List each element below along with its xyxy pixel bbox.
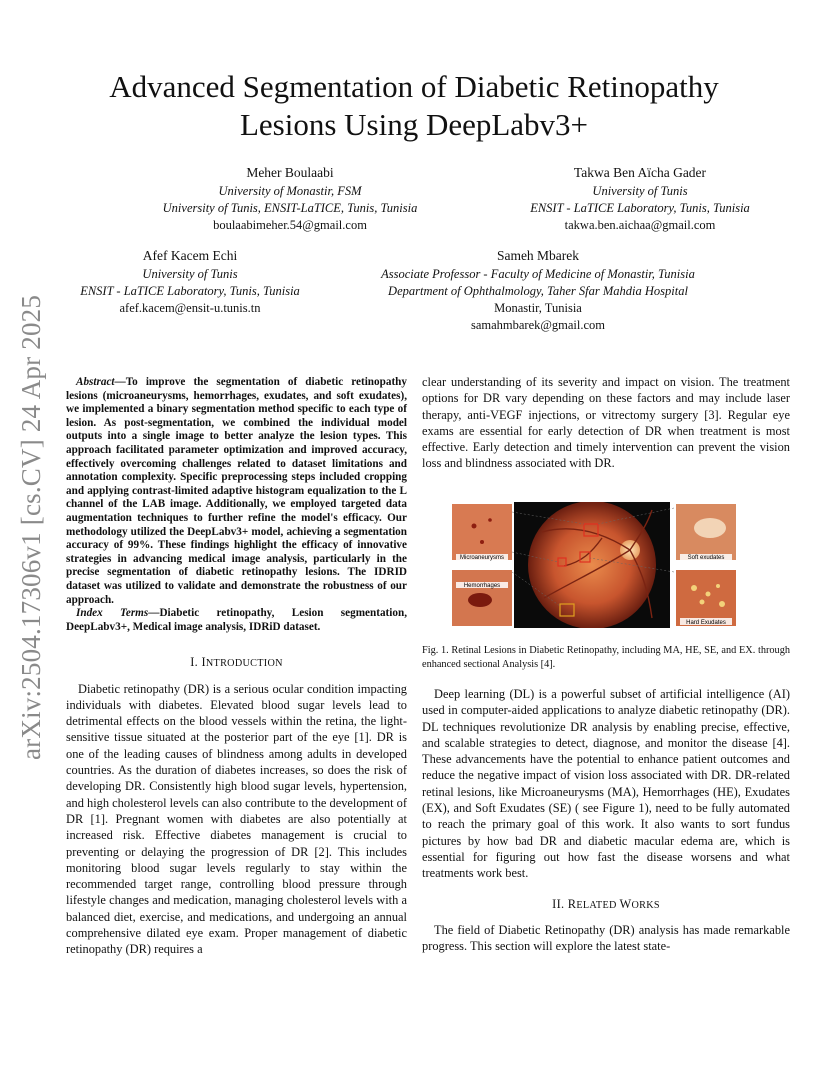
section-heading-related-works: II. RELATED WORKS [552,896,660,911]
intro-paragraph-2: Deep learning (DL) is a powerful subset of artificial intelligence (AI) used in computer-aided applications to analyze diabetic retinopathy (DR). DL techniques revolutionize DR analysis by enabling precise, effective, and scalable strategies to detect, diagnose, and monitor the disease [4]. These advancements have the potential to enhance patient outcomes and reduce the negative impact of vision loss associated with DR. DR-related retinal lesions, like Microaneurysms (MA), Hemorrhages (HE), Exudates (EX), and Soft Exudates (SE) ( see Figure 1), need to be fully automated to reach the primary goal of this work. It also wants to sort fundus pictures by how bad DR and diabetic macular edema are, which is essential for figuring out how fast the disease worsens and what treatments work best. [422,687,790,881]
figure-caption: Fig. 1. Retinal Lesions in Diabetic Retinopathy, including MA, HE, SE, and EX. through enhanced sectional Analysis [4]. [422,645,790,670]
label-hard-exudates: Hard Exudates [686,620,726,626]
author-affiliation: Department of Ophthalmology, Taher Sfar Mahdia Hospital [388,284,688,298]
index-terms-lead: Index Terms [76,607,149,620]
author-name: Afef Kacem Echi [142,248,238,263]
intro-paragraph-1: Diabetic retinopathy (DR) is a serious ocular condition impacting individuals with diabetes. Elevated blood sugar levels lead to detrimental effects on the blood vessels within the retina, the light-sensitive tissue situated at the posterior part of the eye [1]. DR is one of the leading causes of blindness among adults in developed countries. As the duration of diabetes increases, so does the risk of developing DR. Consistently high blood sugar levels, hypertension, and high cholesterol levels can also contribute to the development of DR [1]. Pregnant women with diabetes are also potentially at increased risk. Effective diabetes management is crucial to preventing or delaying the progression of DR [2]. This includes monitoring blood sugar levels regularly to stay within the recommended target range, controlling blood pressure through lifestyle changes and medication, managing cholesterol levels with a balanced diet, exercise, and medications, and undergoing an annual comprehensive dilated eye exam. Proper management of diabetic retinopathy (DR) requires a [66,681,407,957]
author-block-4 [352,246,724,334]
left-column [66,376,407,958]
inset-microaneurysms [452,504,512,560]
author-affiliation: ENSIT - LaTICE Laboratory, Tunis, Tunisia [80,284,300,298]
related-works-paragraph-1: The field of Diabetic Retinopathy (DR) analysis has made remarkable progress. This section will explore the latest state- [422,922,790,954]
author-name: Sameh Mbarek [496,248,580,263]
author-block-1 [140,163,440,234]
inset-hard-exudates [676,570,736,626]
abstract-lead: Abstract [76,376,115,388]
author-affiliation: Associate Professor - Faculty of Medicine of Monastir, Tunisia [381,267,695,281]
author-email: takwa.ben.aichaa@gmail.com [564,218,716,232]
author-affiliation: University of Tunis [592,184,688,198]
intro-paragraph-1-cont: clear understanding of its severity and impact on vision. The treatment options for DR vary depending on these factors and may include laser therapy, anti-VEGF injections, or vitrectomy surgery [3]. Regular eye exams are essential for early detection of DR when treatment is most effective. Early detection and timely intervention can prevent the vision loss and blindness associated with DR. [422,375,790,471]
author-email: afef.kacem@ensit-u.tunis.tn [119,301,261,315]
index-terms-text: —Diabetic retinopathy, Lesion segmentation, DeepLabv3+, Medical image analysis, IDRiD dataset. [66,607,407,633]
author-location: Monastir, Tunisia [494,301,582,315]
abstract-text: —To improve the segmentation of diabetic retinopathy lesions (microaneurysms, hemorrhages, exudates, and soft exudates), we implemented a binary segmentation method specific to each type of lesion. As post-segmentation, we combined the individual model outputs into a single image to better analyze the lesion types. This approach facilitated parameter optimization and improved accuracy, effectively overcoming challenges related to dataset limitations and annotation complexity. Specific preprocessing steps included cropping and applying contrast-limited adaptive histogram equalization to the L channel of the LAB image. Additionally, we employed targeted data augmentation techniques to further refine the model's efficacy. Our methodology utilized the DeepLabv3+ model, achieving a segmentation accuracy of 99%. These findings highlight the efficacy of innovative strategies in advancing medical image analysis, particularly in the precise segmentation of diabetic retinopathy lesions. The IDRID dataset was utilized to validate and demonstrate the robustness of our approach. [66,376,407,606]
inset-hemorrhages [452,570,512,626]
author-email: boulaabimeher.54@gmail.com [213,218,367,232]
label-soft-exudates: Soft exudates [687,555,725,561]
right-column-bottom [422,686,790,954]
label-microaneurysms: Microaneurysms [459,555,505,561]
author-affiliation: ENSIT - LaTICE Laboratory, Tunis, Tunisia [530,201,750,215]
label-hemorrhages: Hemorrhages [463,583,501,589]
arxiv-stamp: arXiv:2504.17306v1 [cs.CV] 24 Apr 2025 [16,294,46,760]
section-heading-introduction: I. INTRODUCTION [190,655,283,670]
author-name: Takwa Ben Aïcha Gader [573,165,707,180]
abstract [66,376,407,634]
author-affiliation: University of Tunis, ENSIT-LaTICE, Tunis, Tunisia [162,201,418,215]
figure-retinal-lesions [452,502,790,628]
author-block-3 [52,246,328,317]
right-column-top [422,374,790,472]
author-block-2 [500,163,780,234]
author-name: Meher Boulaabi [246,165,334,180]
author-affiliation: University of Monastir, FSM [218,184,362,198]
inset-soft-exudates [676,504,736,560]
author-email: samahmbarek@gmail.com [470,318,606,332]
author-affiliation: University of Tunis [142,267,238,281]
paper-title: Advanced Segmentation of Diabetic Retinopathy Lesions Using DeepLabv3+ [109,69,719,142]
